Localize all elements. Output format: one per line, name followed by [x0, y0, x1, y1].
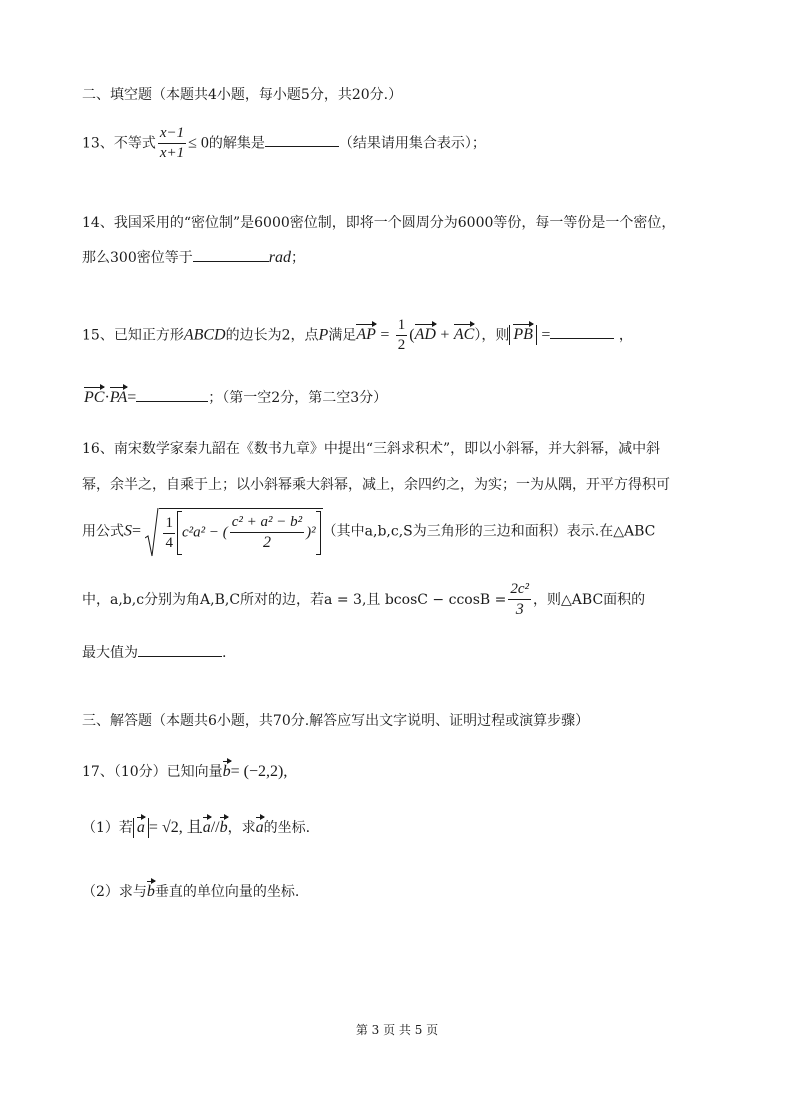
- q17-parallel: //: [210, 819, 220, 836]
- q15-equals-3: =: [127, 389, 137, 406]
- q16-term1: c²a² − (: [181, 524, 228, 541]
- q15-score: ；（第一空2分，第二空3分）: [208, 390, 388, 406]
- q13-frac-num: x−1: [158, 124, 186, 144]
- q17-vector-b: b: [222, 763, 231, 780]
- q16-rhs-num: 2c²: [508, 580, 531, 600]
- q16-inner-frac: [230, 513, 304, 553]
- q17-vector-a-abs: a: [136, 819, 145, 836]
- right-bracket-icon: [316, 511, 321, 555]
- q16-line5-text: 最大值为: [82, 645, 138, 661]
- q14-unit: rad: [268, 249, 291, 266]
- q17-p1-tail: 的坐标.: [263, 820, 311, 836]
- question-13: [82, 124, 486, 163]
- q16-inner-num: c² + a² − b²: [230, 513, 304, 533]
- q16-line2: 幂，余半之，自乘于上；以小斜幂乘大斜幂，减上，余四约之，为实；一为从隅，开平方得积可: [82, 477, 670, 493]
- q15-vector-pa: PA: [109, 389, 128, 406]
- q15-mid2: 满足: [328, 327, 357, 344]
- q16-quarter-num: 1: [163, 514, 175, 534]
- q13-frac-den: x+1: [159, 144, 185, 161]
- q17-stem-val: = (−2,2),: [230, 763, 288, 780]
- q17-p1-pre: （1）若: [82, 820, 133, 836]
- q17-p2-end: 垂直的单位向量的坐标.: [154, 884, 300, 900]
- q14-answer-blank[interactable]: [193, 261, 269, 262]
- q15-vector-ac: AC: [453, 326, 475, 344]
- q16-inner-den: 2: [262, 533, 271, 551]
- q17-stem: [82, 764, 287, 780]
- q14-line1: 14、我国采用的“密位制”是6000密位制，即将一个圆周分为6000等份，每一等份是一个密位，: [82, 215, 676, 231]
- q16-formula-line: [82, 508, 655, 555]
- q15-half: [396, 316, 408, 355]
- q16-rhs-den: 3: [515, 600, 524, 618]
- q15-half-num: 1: [396, 316, 408, 336]
- q17-vector-b-3: b: [146, 883, 155, 900]
- q16-quarter: [163, 514, 175, 553]
- section3-heading: 三、解答题（本题共6小题，共70分.解答应写出文字说明、证明过程或演算步骤）: [82, 713, 590, 729]
- q16-line5-end: .: [222, 645, 227, 661]
- q16-eq: =: [132, 522, 142, 540]
- q13-answer-blank[interactable]: [265, 146, 339, 147]
- q16-S: S: [124, 522, 132, 540]
- q13-number: 13、不等式: [82, 135, 156, 152]
- q13-text-mid: 的解集是: [208, 135, 265, 152]
- question-15: 15、已知正方形ABCD的边长为2，点P满足AP = $\frac{1}{2}$ (AD + AC），则 PB = ，: [82, 317, 633, 353]
- sqrt-symbol-icon: [145, 508, 159, 558]
- q17-p2-pre: （2）求与: [82, 884, 147, 900]
- q15-half-den: 2: [397, 336, 406, 353]
- q15-vector-pb: PB: [513, 326, 533, 344]
- q15-point-p: P: [318, 326, 329, 344]
- page-footer: 第 3 页 共 5 页: [355, 1023, 439, 1037]
- q17-vector-b-2: b: [219, 819, 228, 836]
- q15-vector-ad: AD: [414, 326, 436, 344]
- q15-dot: ·: [104, 389, 110, 406]
- q15-equals: =: [380, 326, 390, 344]
- q16-rhs-frac: [508, 580, 531, 620]
- q16-line4: [82, 580, 645, 620]
- q16-line4-pre: 中，a,b,c分别为角A,B,C所对的边，若a = 3,且 bcosC − ccosB =: [82, 591, 507, 608]
- q17-part1: [82, 820, 310, 836]
- q16-line4-end: ，则△ABC面积的: [533, 591, 646, 608]
- q15-vector-pc: PC: [84, 389, 105, 406]
- q16-formula-note: （其中a,b,c,S为三角形的三边和面积）表示.在△ABC: [322, 523, 656, 540]
- q17-stem-pre: 17、（10分）已知向量: [82, 764, 223, 780]
- q16-term2: )²: [306, 524, 316, 541]
- q15-plus: +: [440, 326, 450, 344]
- q14-line2-end: ；: [290, 250, 305, 266]
- q15-mid1: 的边长为2，点: [225, 327, 319, 344]
- section2-heading: 二、填空题（本题共4小题，每小题5分，共20分.）: [82, 87, 403, 103]
- q16-quarter-den: 4: [165, 534, 173, 551]
- q15-vector-ap: AP: [356, 326, 376, 344]
- q15-pre: 15、已知正方形: [82, 327, 184, 344]
- q15-equals-2: =: [541, 326, 551, 344]
- q16-line5: [82, 646, 226, 660]
- q13-text-end: （结果请用集合表示）；: [338, 135, 486, 152]
- q17-p1-mid: = √2, 且: [148, 819, 203, 836]
- q15-answer-blank-1[interactable]: [550, 338, 614, 339]
- q17-p1-end: ，求: [227, 820, 256, 836]
- q15-then: ），则: [474, 327, 510, 344]
- q13-fraction: [158, 124, 186, 163]
- q16-line1: 16、南宋数学家秦九韶在《数书九章》中提出“三斜求积术”，即以小斜幂，并大斜幂，减中斜: [82, 441, 661, 457]
- q15-square: ABCD: [183, 326, 226, 344]
- q17-vector-a-2: a: [255, 819, 264, 836]
- q13-ineq: ≤ 0: [188, 134, 209, 152]
- q14-line2-pre: 那么300密位等于: [82, 250, 193, 266]
- q16-answer-blank[interactable]: [138, 656, 222, 657]
- q15-answer-blank-2[interactable]: [136, 401, 208, 402]
- q14-line2: [82, 250, 305, 266]
- q15-line2: [84, 390, 387, 406]
- q17-vector-a: a: [202, 819, 211, 836]
- q15-comma: ，: [618, 327, 633, 344]
- q17-part2: [82, 884, 299, 900]
- q16-sqrt: [145, 508, 322, 555]
- q16-formula-pre: 用公式: [82, 523, 124, 540]
